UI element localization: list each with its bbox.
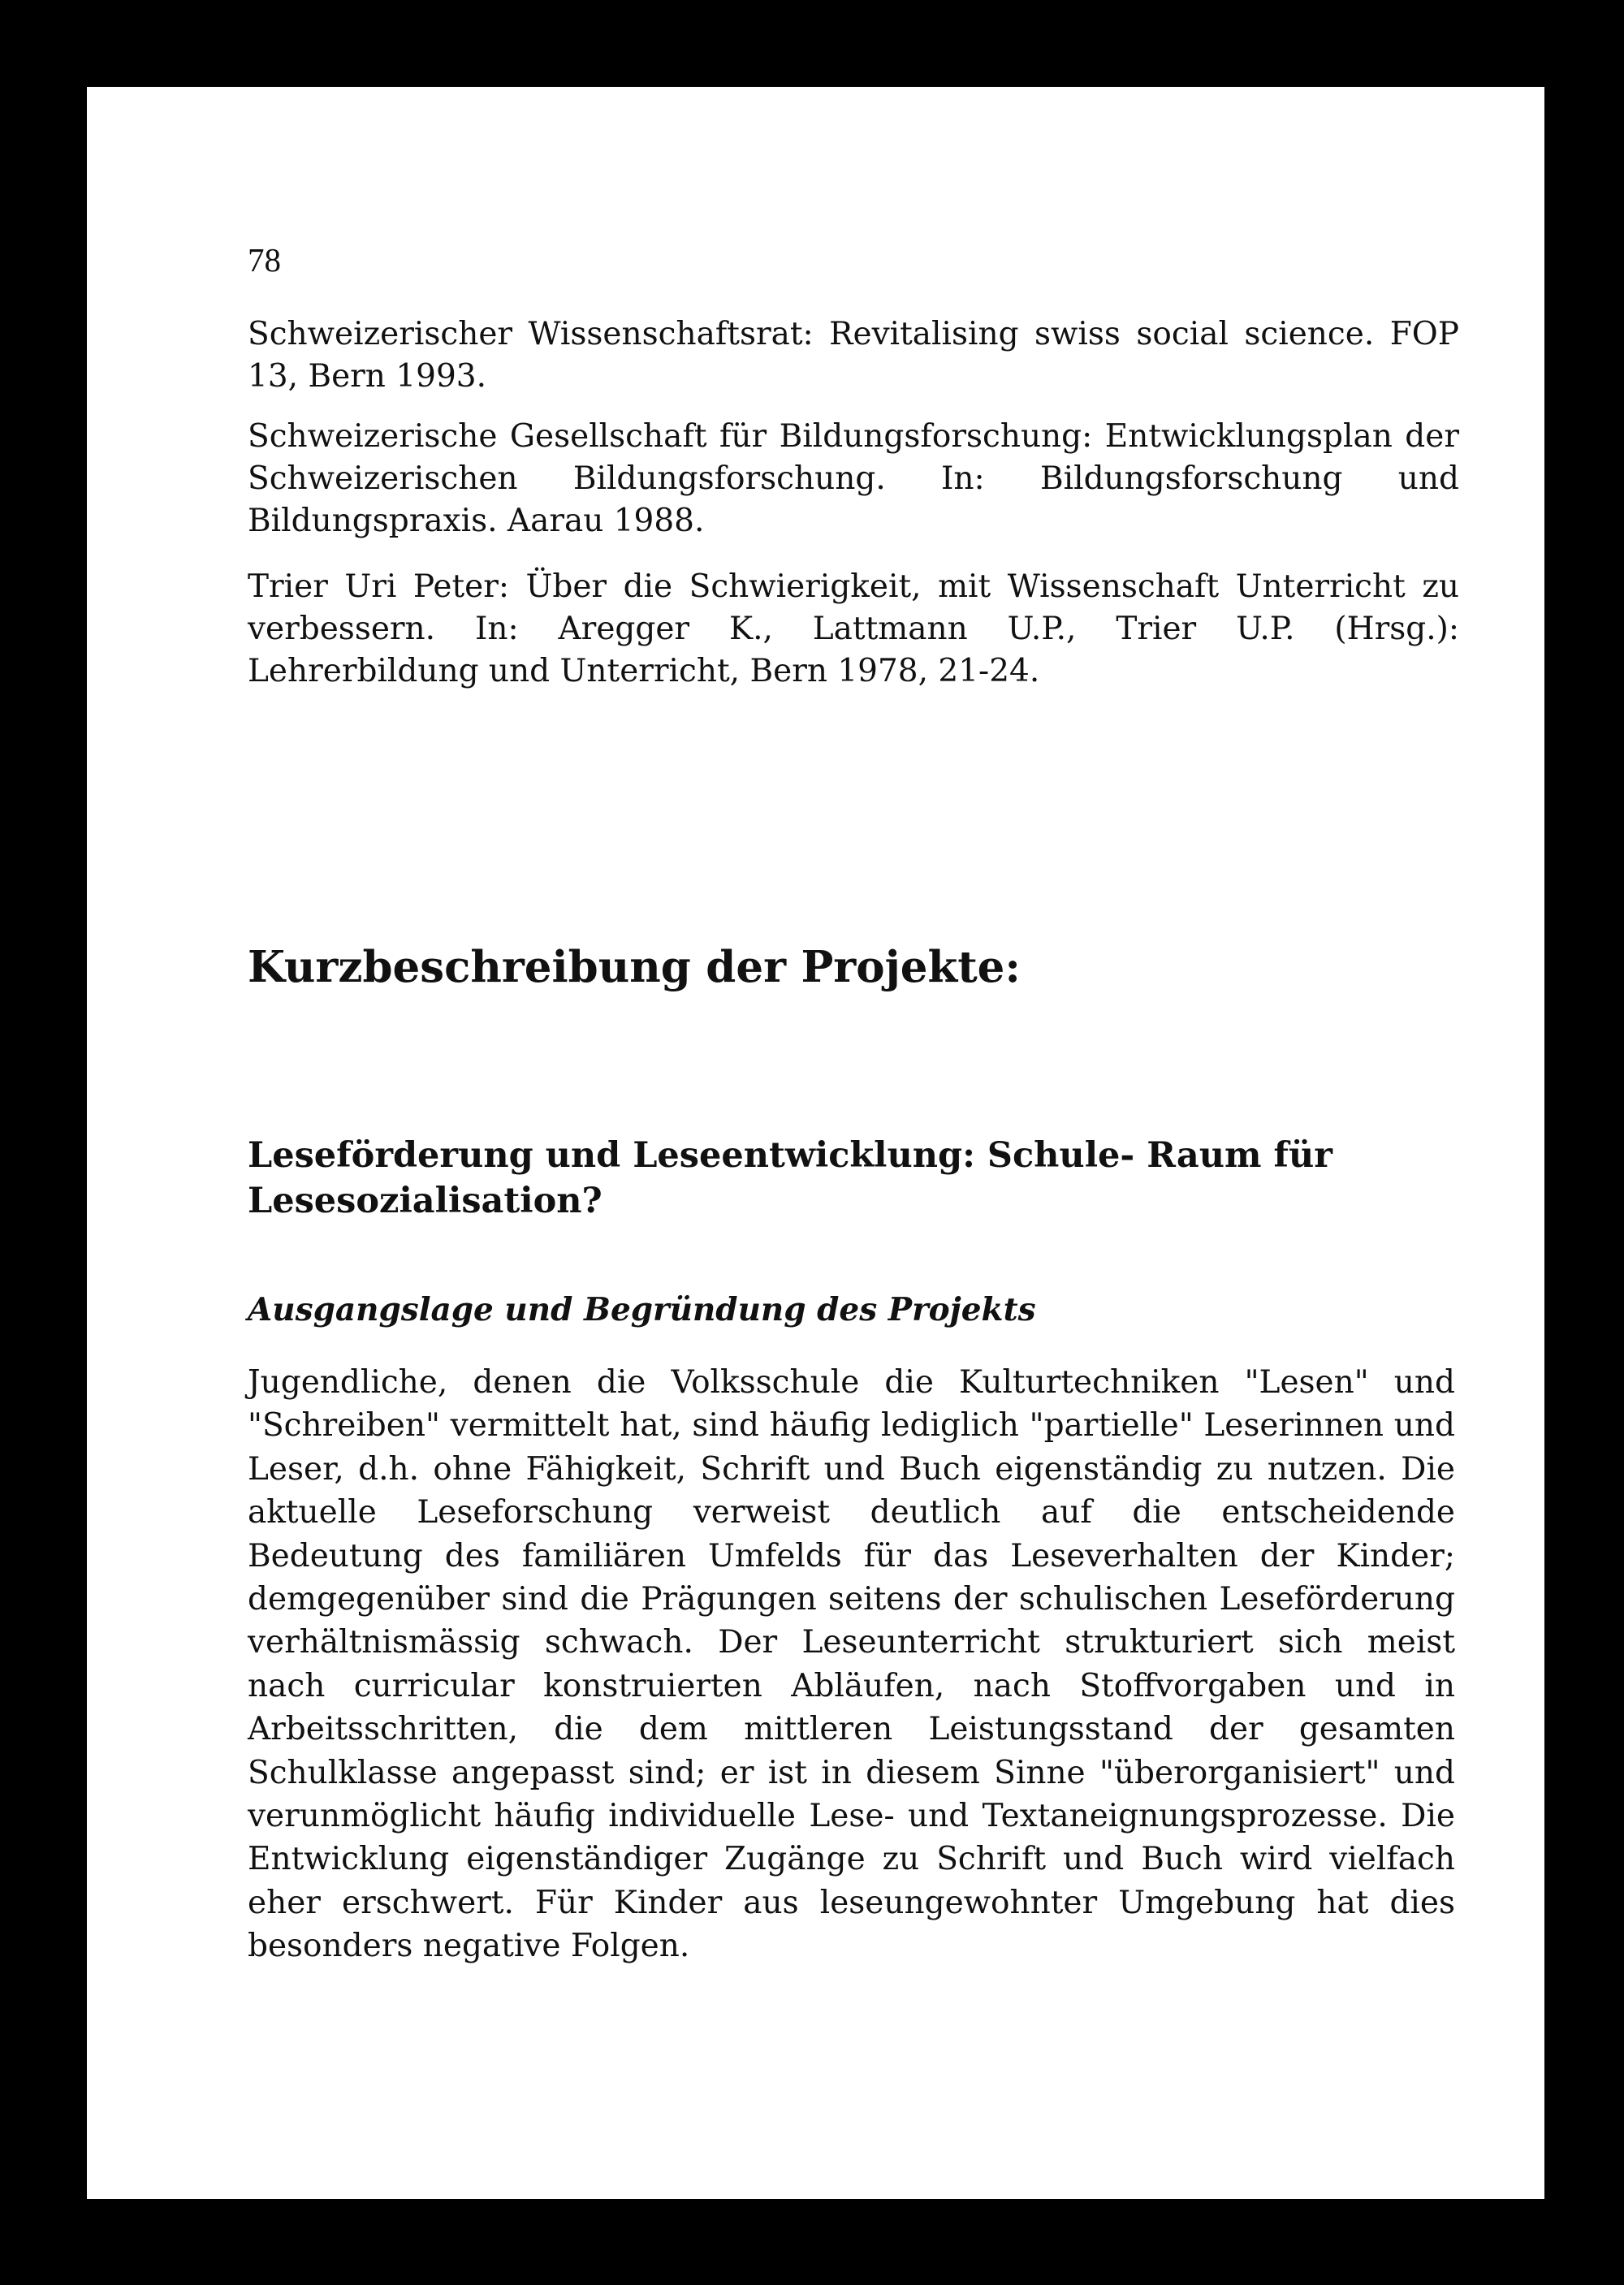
main-heading: Kurzbeschreibung der Projekte: xyxy=(248,942,1021,992)
project-title: Leseförderung und Leseentwicklung: Schule- Raum für Lesesozialisation? xyxy=(248,1135,1332,1221)
reference-entry: Schweizerische Gesellschaft für Bildungsforschung: Entwicklungsplan der Schweizerischen Bildungsforschung. In: Bildungsforschung und Bildungspraxis. Aarau 1988. xyxy=(248,418,1459,539)
reference-entry: Trier Uri Peter: Über die Schwierigkeit, mit Wissenschaft Unterricht zu verbessern. In: Aregger K., Lattmann U.P., Trier U.P. (Hrsg.): Lehrerbildung und Unterricht, Bern 1978, 21-24. xyxy=(248,568,1459,689)
page-number: 78 xyxy=(248,241,281,279)
reference-entry: Schweizerischer Wissenschaftsrat: Revitalising swiss social science. FOP 13, Bern 1993. xyxy=(248,316,1459,395)
section-heading: Ausgangslage und Begründung des Projekts xyxy=(248,1291,1036,1328)
body-paragraph: Jugendliche, denen die Volksschule die Kulturtechniken "Lesen" und "Schreiben" vermittelt hat, sind häufig lediglich "partielle" Leserinnen und Leser, d.h. ohne Fähigkeit, Schrift und Buch eigenständig zu nutzen. Die aktuelle Leseforschung verweist deutlich auf die entscheidende Bedeutung des familiären Umfelds für das Leseverhalten der Kinder; demgegenüber sind die Prägungen seitens der schulischen Leseförderung verhältnismässig schwach. Der Leseunterricht strukturiert sich meist nach curricular konstruierten Abläufen, nach Stoffvorgaben und in Arbeitsschritten, die dem mittleren Leistungsstand der gesamten Schulklasse angepasst sind; er ist in diesem Sinne "überorganisiert" und verunmöglicht häufig individuelle Lese- und Textaneignungsprozesse. Die Entwicklung eigenständiger Zugänge zu Schrift und Buch wird vielfach eher erschwert. Für Kinder aus leseungewohnter Umgebung hat dies besonders negative Folgen. xyxy=(248,1364,1455,1965)
